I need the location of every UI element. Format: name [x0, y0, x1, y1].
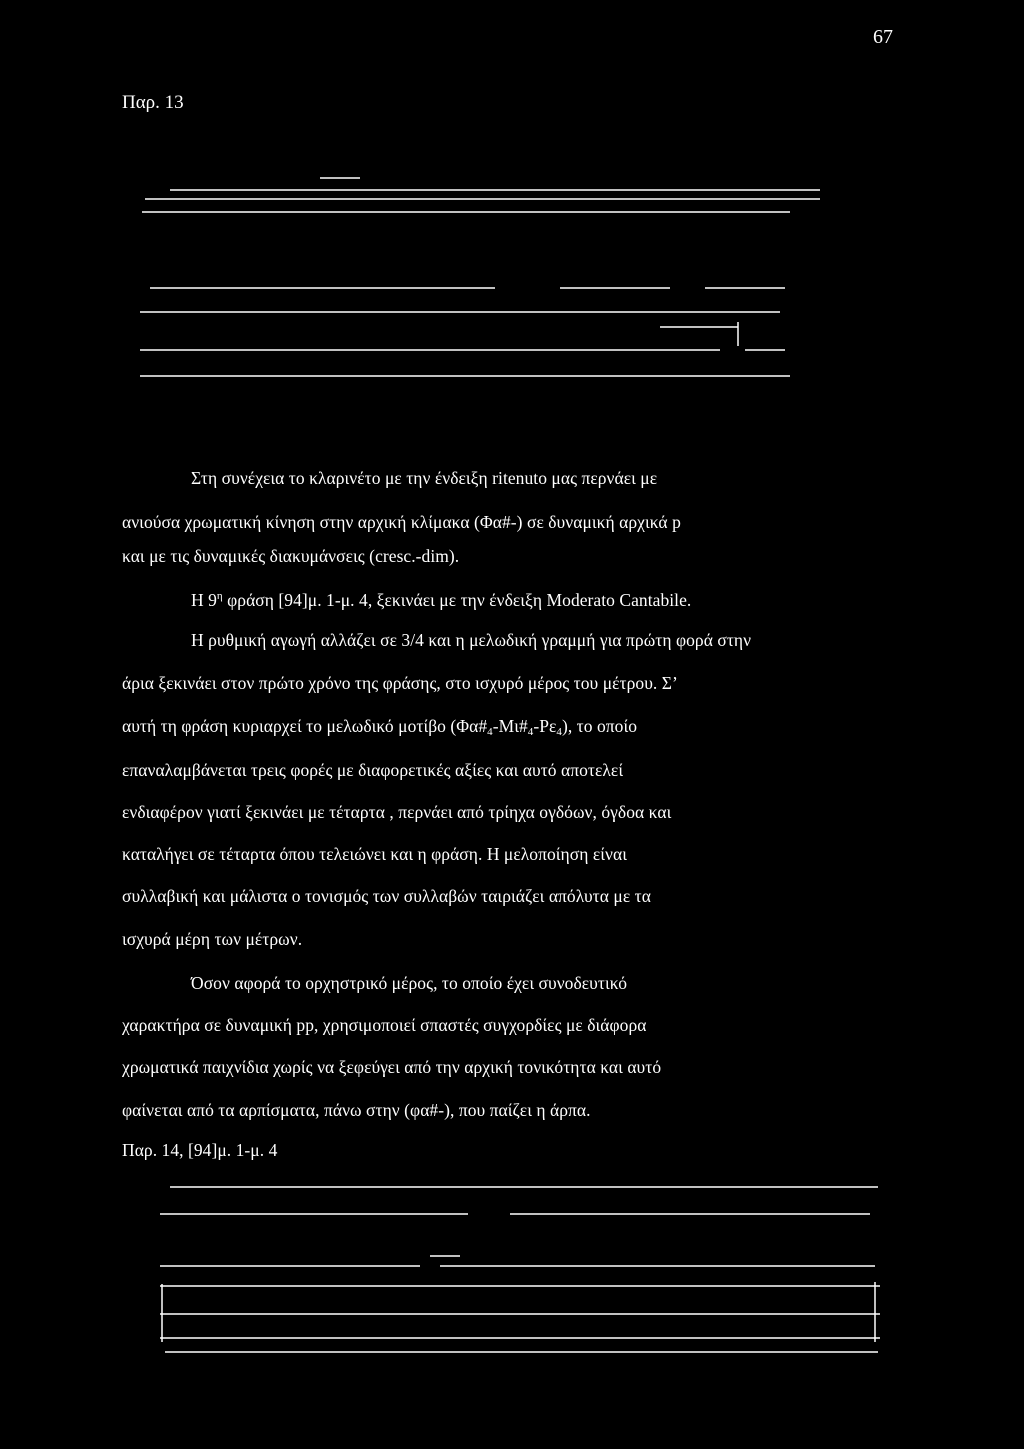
paragraph-line: χαρακτήρα σε δυναμική pp, χρησιμοποιεί σπαστές συγχορδίες με διάφορα [122, 1015, 647, 1035]
music-example-par13 [0, 0, 1024, 400]
paragraph-line: ανιούσα χρωματική κίνηση στην αρχική κλίμακα (Φα#-) σε δυναμική αρχικά p [122, 512, 681, 532]
paragraph-line: φαίνεται από τα αρπίσματα, πάνω στην (φα#-), που παίζει η άρπα. [122, 1100, 591, 1120]
paragraph-line: Η $9^\eta$ φράση [94]μ. 1-μ. 4, ξεκινάει με την ένδειξη Moderato Cantabile. [191, 590, 692, 610]
page-number: 67 [873, 26, 893, 48]
paragraph-line: Στη συνέχεια το κλαρινέτο με την ένδειξη ritenuto μας περνάει με [191, 468, 658, 488]
paragraph-line: ενδιαφέρον γιατί ξεκινάει με τέταρτα , περνάει από τρίηχα ογδόων, όγδοα και [122, 802, 672, 822]
figure-label-par14: Παρ. 14, [94]μ. 1-μ. 4 [122, 1140, 278, 1160]
paragraph-line: αυτή τη φράση κυριαρχεί το μελωδικό μοτίβο $(\Phi\alpha\#_4-M\iota\#_4-P\varepsilon_4)$, το οποίο [122, 716, 638, 738]
paragraph-line: καταλήγει σε τέταρτα όπου τελειώνει και η φράση. Η μελοποίηση είναι [122, 844, 627, 864]
paragraph-line: χρωματικά παιχνίδια χωρίς να ξεφεύγει από την αρχική τονικότητα και αυτό [122, 1057, 662, 1077]
music-example-par14 [0, 1170, 1024, 1390]
paragraph-line: συλλαβική και μάλιστα ο τονισμός των συλλαβών ταιριάζει απόλυτα με τα [122, 886, 651, 906]
paragraph-line: και με τις δυναμικές διακυμάνσεις (cresc.-dim). [122, 546, 460, 566]
paragraph-line: Όσον αφορά το ορχηστρικό μέρος, το οποίο έχει συνοδευτικό [191, 973, 627, 993]
paragraph-line: άρια ξεκινάει στον πρώτο χρόνο της φράσης, στο ισχυρό μέρος του μέτρου. Σ’ [122, 673, 678, 693]
figure-label-par13: Παρ. 13 [122, 92, 184, 113]
paragraph-line: Η ρυθμική αγωγή αλλάζει σε 3/4 και η μελωδική γραμμή για πρώτη φορά στην [191, 630, 752, 650]
paragraph-line: ισχυρά μέρη των μέτρων. [122, 929, 303, 949]
paragraph-line: επαναλαμβάνεται τρεις φορές με διαφορετικές αξίες και αυτό αποτελεί [122, 760, 624, 780]
